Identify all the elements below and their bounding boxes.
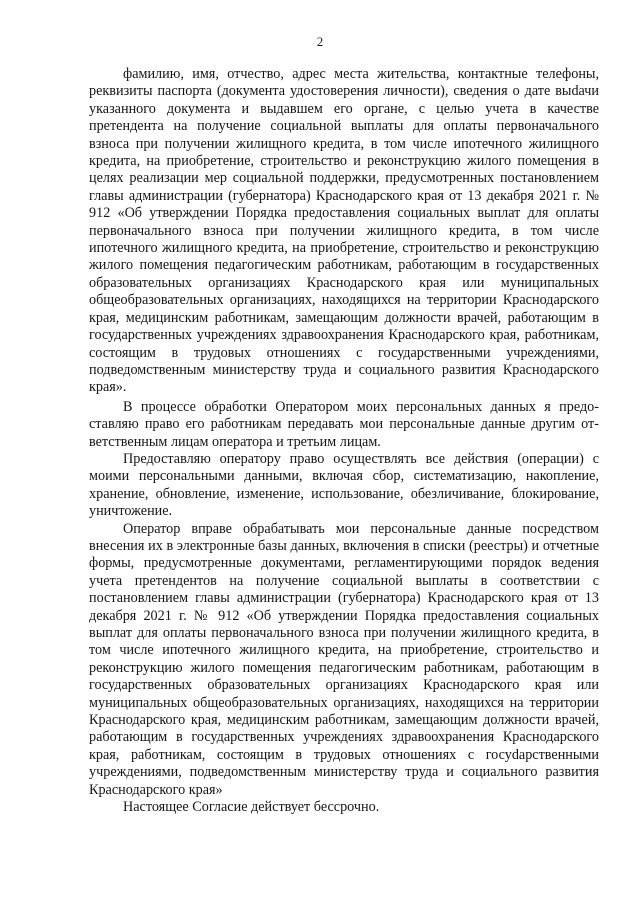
paragraph-processing-means: Оператор вправе обрабатывать мои персональные данные посредством внесения их в электронные базы данных, включения в списки (реестры) и отчетные формы, предусмотренные документами, регламентирующими порядок ведения учета претендентов на получение социальной выплаты в соответствии с постановлением главы администрации (губернатора) Краснодарского края от 13 декабря 2021 г. № 912 «Об утверждении Порядка предоставления социальных выплат для оплаты первоначального взноса при получении жилищного кредита, в том числе ипотечного жилищного кредита, на приобретение, строительство и реконструкцию жилого помещения педагогическим работникам, работающим в государственных образовательных организациях Краснодарского края или муниципальных общеобразовательных организациях, находящихся на территории Краснодарского края, медицинским работникам, замещающим должности врачей, работающим в государственных учреждениях здравоохранения Краснодарского края, работникам, состоящим в трудовых отношениях с госуdарственными учреждениями, подведомственным министерству труда и социального развития Краснодарского края» — [89, 520, 599, 798]
document-body — [89, 66, 599, 816]
paragraph-transfer-right: В процессе обработки Оператором моих персональных данных я предоставляю право его работникам передавать мои персональные данные другим ответственным лицам оператора и третьим лицам. — [89, 398, 599, 450]
paragraph-continuation: фамилию, имя, отчество, адрес места жительства, контактные телефоны, реквизиты паспорта (документа удостоверения личности), сведения о дате выdачи указанного документа и выдавшем его органе, с целью учета в качестве претендента на получение социальной выплаты для оплаты первоначального взноса при получении жилищного кредита, в том числе ипотечного жилищного кредита, на приобретение, строительство и реконструкцию жилого помещения в целях реализации мер социальной поддержки, предусмотренных постановлением главы администрации (губернатора) Краснодарского края от 13 декабря 2021 г. № 912 «Об утверждении Порядка предоставления социальных выплат для оплаты первоначального взноса при получении жилищного кредита, в том числе ипотечного жилищного кредита, на приобретение, строительство и реконструкцию жилого помещения педагогическим работникам, работающим в государственных образовательных организациях Краснодарского края или муниципальных общеобразовательных организациях, находящихся на территории Краснодарского края, медицинским работникам, замещающим должности врачей, работающим в государственных учреждениях здравоохранения Краснодарского края, работникам, состоящим в трудовых отношениях с государственными учреждениями, подведомственным министерству труда и социального развития Краснодарского края». — [89, 66, 599, 396]
page-number: 2 — [316, 34, 324, 49]
paragraph-operator-actions: Предоставляю оператору право осуществлять все действия (операции) с моими персональными данными, включая сбор, систематизацию, накопление, хранение, обновление, изменение, использование, обезличивание, блокирование, уничтожение. — [89, 450, 599, 520]
paragraph-validity: Настоящее Согласие действует бессрочно. — [123, 799, 380, 816]
